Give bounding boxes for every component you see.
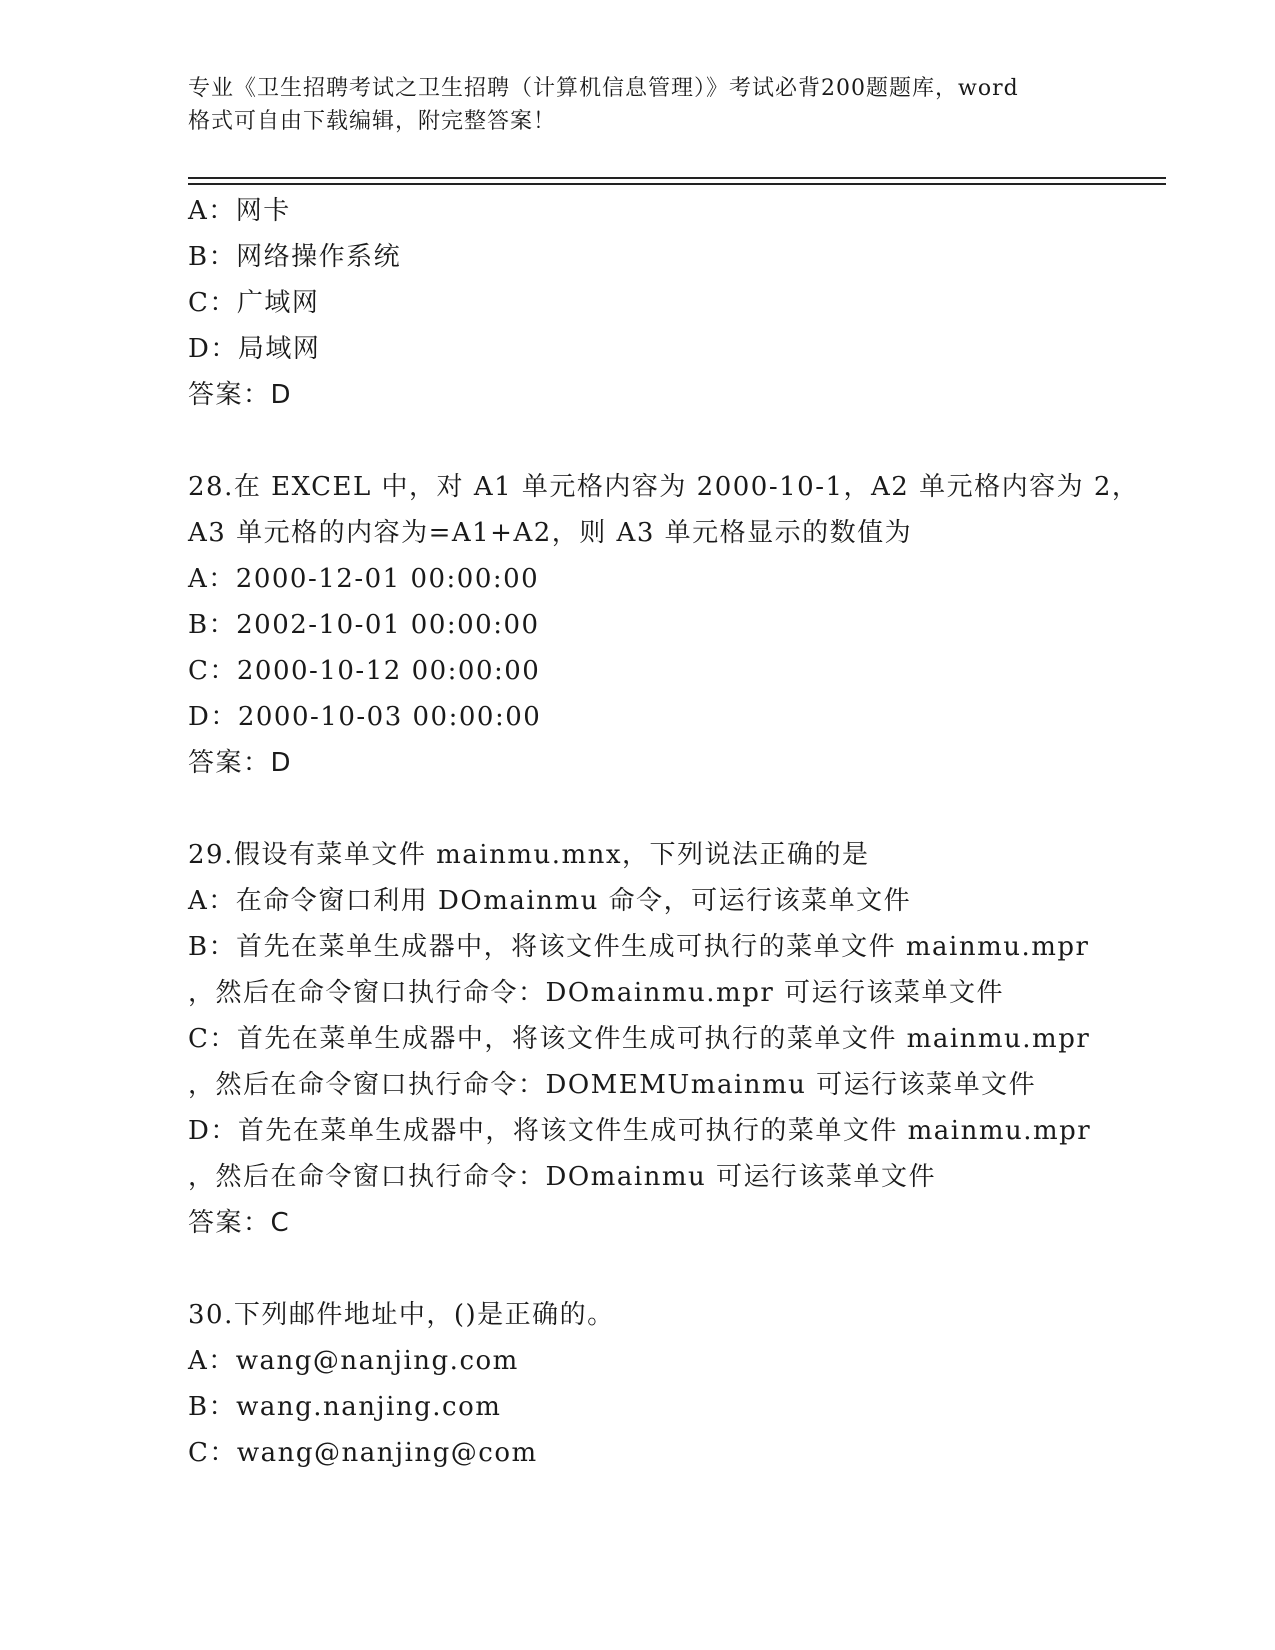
spacer (188, 1246, 1168, 1292)
option-d-continued: ，然后在命令窗口执行命令：DOmainmu 可运行该菜单文件 (188, 1162, 937, 1192)
option-d: D：2000-10-03 00:00:00 (188, 702, 542, 732)
header-rule-top (188, 177, 1166, 179)
option-a: A：2000-12-01 00:00:00 (188, 564, 540, 594)
question-stem: 28.在 EXCEL 中，对 A1 单元格内容为 2000-10-1，A2 单元格内容为 2， (188, 472, 1140, 502)
option-a: A：在命令窗口利用 DOmainmu 命令，可运行该菜单文件 (188, 886, 912, 916)
spacer (188, 418, 1168, 464)
option-c: C：首先在菜单生成器中，将该文件生成可执行的菜单文件 mainmu.mpr (188, 1024, 1091, 1054)
question-30 (188, 1292, 1168, 1476)
option-c-continued: ，然后在命令窗口执行命令：DOMEMUmainmu 可运行该菜单文件 (188, 1070, 1037, 1100)
question-27 (188, 188, 1168, 418)
option-b: B：首先在菜单生成器中，将该文件生成可执行的菜单文件 mainmu.mpr (188, 932, 1090, 962)
question-list (188, 188, 1168, 1476)
option-c: C：广域网 (188, 288, 320, 318)
document-header (188, 72, 1088, 138)
question-29 (188, 832, 1168, 1246)
option-c: C：2000-10-12 00:00:00 (188, 656, 541, 686)
question-stem: 29.假设有菜单文件 mainmu.mnx，下列说法正确的是 (188, 840, 870, 870)
question-stem: 30.下列邮件地址中，()是正确的。 (188, 1300, 615, 1330)
option-b: B：wang.nanjing.com (188, 1392, 502, 1422)
option-d: D：局域网 (188, 334, 321, 364)
option-a: A：网卡 (188, 196, 291, 226)
spacer (188, 786, 1168, 832)
question-stem-continued: A3 单元格的内容为=A1+A2，则 A3 单元格显示的数值为 (188, 518, 913, 548)
question-28 (188, 464, 1168, 786)
header-line-1: 专业《卫生招聘考试之卫生招聘（计算机信息管理）》考试必背200题题库，word (188, 76, 1019, 101)
option-b: B：2002-10-01 00:00:00 (188, 610, 540, 640)
header-line-2: 格式可自由下载编辑，附完整答案！ (188, 109, 557, 134)
option-c: C：wang@nanjing@com (188, 1438, 538, 1468)
answer: 答案：D (188, 380, 293, 410)
answer: 答案：C (188, 1208, 291, 1238)
option-d: D：首先在菜单生成器中，将该文件生成可执行的菜单文件 mainmu.mpr (188, 1116, 1092, 1146)
option-b-continued: ，然后在命令窗口执行命令：DOmainmu.mpr 可运行该菜单文件 (188, 978, 1005, 1008)
option-a: A：wang@nanjing.com (188, 1346, 519, 1376)
option-b: B：网络操作系统 (188, 242, 402, 272)
answer: 答案：D (188, 748, 293, 778)
header-rule-bottom (188, 183, 1166, 185)
